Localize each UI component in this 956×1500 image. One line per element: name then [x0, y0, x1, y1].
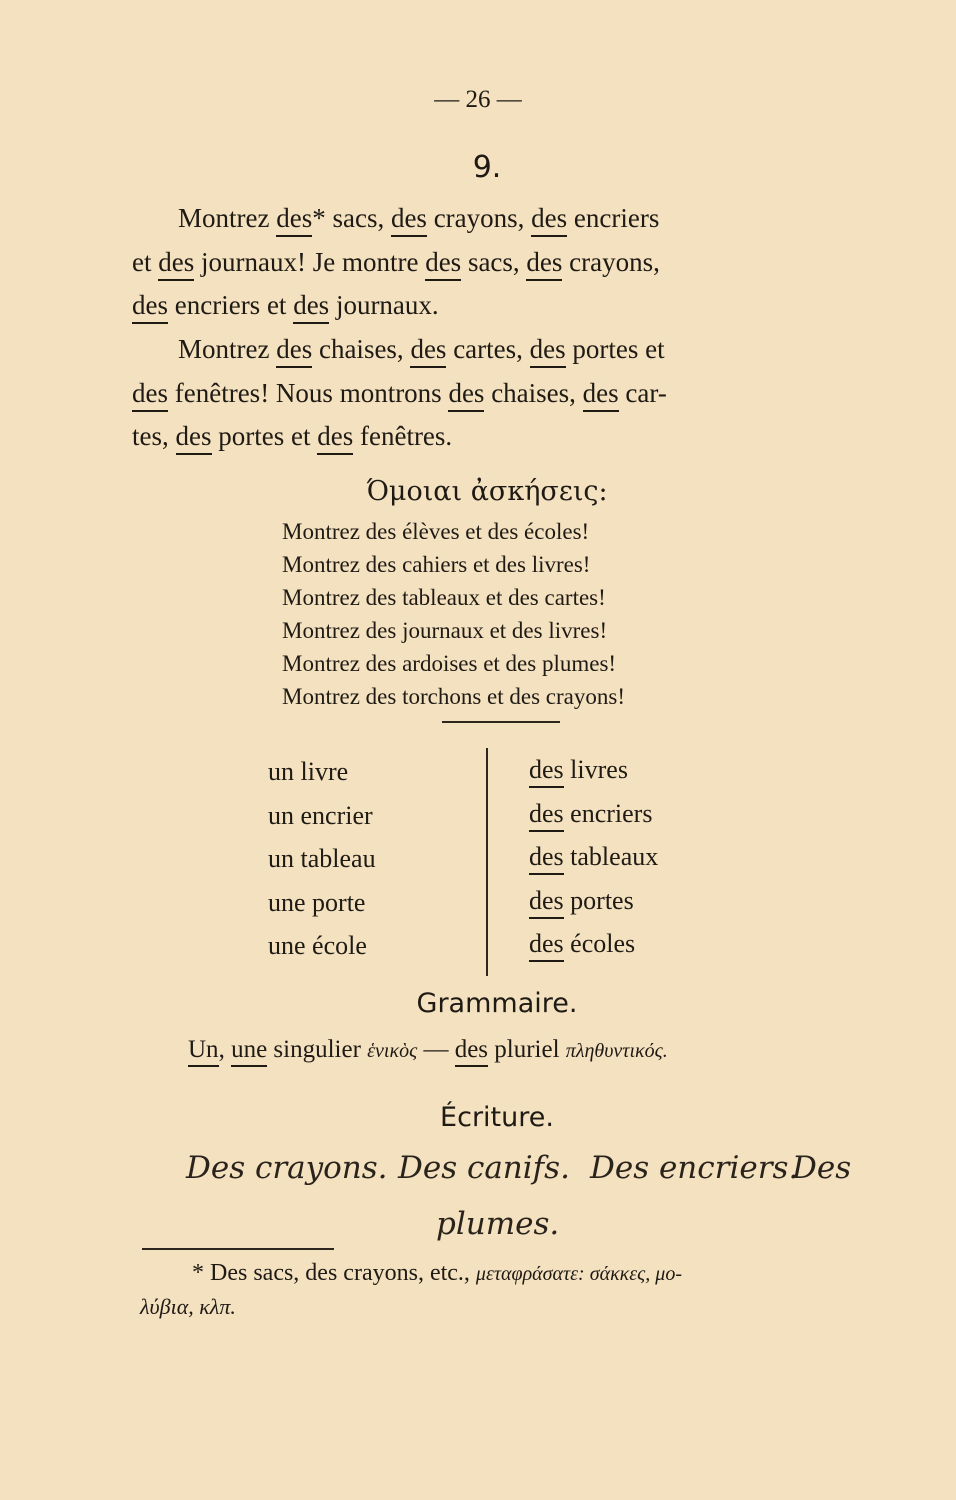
paragraph-2-line-1: Montrez des chaises, des cartes, des portes et: [132, 328, 852, 372]
handwriting-sample: Des canifs.: [398, 1150, 570, 1186]
handwriting-sample: Des crayons.: [186, 1150, 388, 1186]
plural-item: des écoles: [529, 922, 658, 966]
plural-item: des portes: [529, 879, 658, 923]
footnote-line-2: λύβια, κλπ.: [140, 1294, 236, 1319]
footnote-line-1: * Des sacs, des crayons, etc., μεταφράσατε: σάκκες, μο-: [192, 1260, 682, 1286]
plural-item: des livres: [529, 748, 658, 792]
exercise-4: Montrez des journaux et des livres!: [282, 618, 608, 643]
grammar-line: Un, une singulier ἑνικὸς — des pluriel πληθυντικός.: [188, 1036, 668, 1064]
exercise-5: Montrez des ardoises et des plumes!: [282, 651, 617, 676]
singular-item: un tableau: [268, 844, 376, 874]
exercise-2: Montrez des cahiers et des livres!: [282, 552, 591, 577]
lesson-number: 9.: [472, 150, 502, 185]
paragraph-2: [132, 328, 852, 459]
page-number: — 26 —: [434, 86, 522, 113]
exercise-3: Montrez des tableaux et des cartes!: [282, 585, 606, 610]
handwriting-sample: Des: [792, 1150, 852, 1186]
singular-item: une porte: [268, 887, 366, 917]
singular-item: un encrier: [268, 800, 373, 830]
paragraph-1-line-2: et des journaux! Je montre des sacs, des crayons,: [132, 241, 852, 285]
paragraph-2-line-3: tes, des portes et des fenêtres.: [132, 415, 852, 459]
plural-item: des encriers: [529, 792, 658, 836]
exercise-1: Montrez des élèves et des écoles!: [282, 519, 590, 544]
footnote-rule: [142, 1248, 334, 1250]
paragraph-1: [132, 197, 852, 328]
singular-item: une école: [268, 931, 367, 961]
paragraph-2-line-2: des fenêtres! Nous montrons des chaises, des car-: [132, 372, 852, 416]
paragraph-1-line-1: Montrez des* sacs, des crayons, des encriers: [132, 197, 852, 241]
handwriting-sample: Des encriers.: [590, 1150, 799, 1186]
plural-item: des tableaux: [529, 835, 658, 879]
exercise-6: Montrez des torchons et des crayons!: [282, 684, 625, 709]
singular-item: un livre: [268, 757, 349, 786]
handwriting-sample: plumes.: [436, 1206, 560, 1242]
grammar-heading: Grammaire.: [416, 988, 578, 1019]
plural-column: [529, 748, 658, 966]
column-divider: [486, 748, 488, 976]
section-divider: [442, 721, 560, 723]
exercises-heading: Όμοιαι ἀσκήσεις:: [366, 476, 608, 507]
singular-column: [268, 750, 376, 968]
writing-heading: Écriture.: [440, 1102, 554, 1133]
paragraph-1-line-3: des encriers et des journaux.: [132, 284, 852, 328]
